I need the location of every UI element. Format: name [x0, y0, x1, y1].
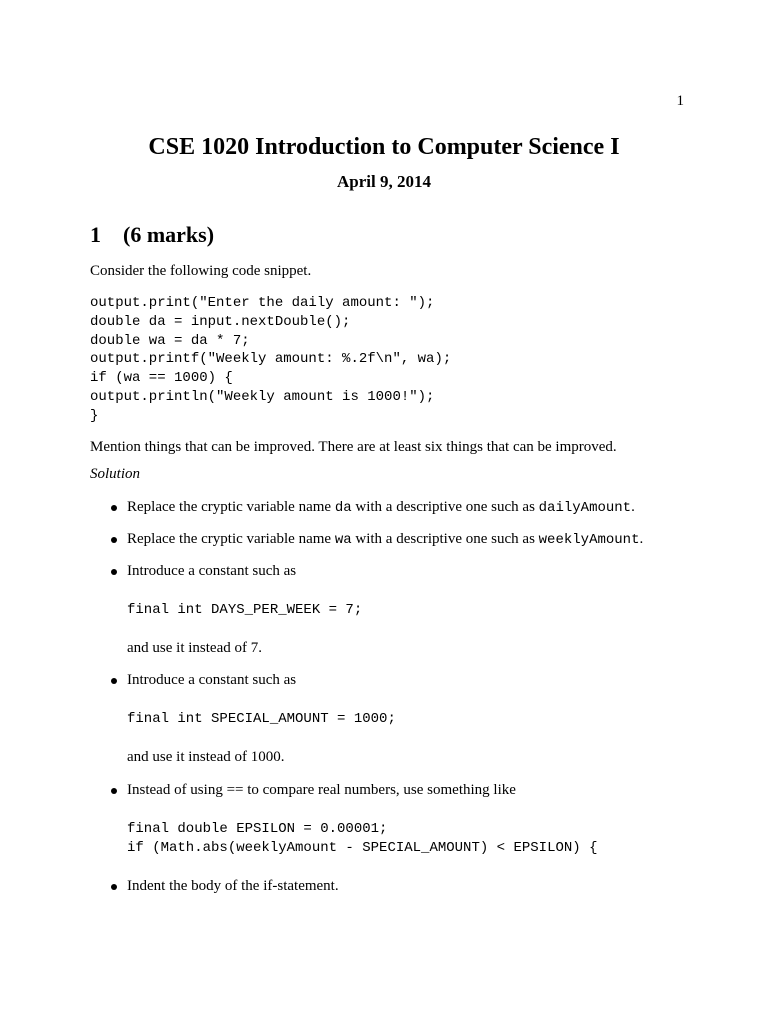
document-date: April 9, 2014: [337, 172, 431, 191]
bullet-icon: [111, 678, 117, 684]
bullet-icon: [111, 884, 117, 890]
text-segment: with a descriptive one such as: [351, 531, 539, 547]
text-segment: .: [631, 499, 635, 515]
text-segment: .: [639, 531, 644, 547]
list-item-text: Indent the body of the if-statement.: [127, 878, 339, 894]
inline-code: da: [334, 500, 352, 516]
bullet-icon: [111, 537, 117, 543]
list-item-text: Introduce a constant such as: [127, 672, 297, 688]
inline-code: weeklyAmount: [538, 532, 640, 548]
text-segment: Replace the cryptic variable name: [127, 499, 335, 515]
follow-text: and use it instead of 1000.: [127, 749, 285, 765]
solution-label: Solution: [90, 466, 141, 482]
code-block: final int DAYS_PER_WEEK = 7;: [127, 602, 363, 618]
question-paragraph: Mention things that can be improved. There are at least six things that can be improved.: [90, 439, 617, 455]
code-snippet: output.print("Enter the daily amount: "); double da = input.nextDouble(); double wa = da * 7; output.printf("Weekly amount: %.2f\n", wa); if (wa == 1000) { output.println("Weekly amount is 1000!"); }: [90, 295, 452, 424]
bullet-icon: [111, 505, 117, 511]
bullet-icon: [111, 788, 117, 794]
section-number: 1: [90, 222, 101, 247]
section-marks: (6 marks): [123, 222, 215, 247]
follow-text: and use it instead of 7.: [127, 640, 262, 656]
text-segment: with a descriptive one such as: [351, 499, 539, 515]
list-item-text: [127, 531, 643, 548]
page-number: 1: [676, 93, 684, 109]
code-block: final double EPSILON = 0.00001; if (Math.abs(weeklyAmount - SPECIAL_AMOUNT) < EPSILON) {: [127, 821, 598, 856]
list-item-text: Instead of using == to compare real numbers, use something like: [127, 782, 516, 798]
bullet-icon: [111, 569, 117, 575]
list-item-text: [127, 499, 635, 516]
section-heading: [90, 222, 214, 248]
inline-code: dailyAmount: [538, 500, 632, 516]
code-block: final int SPECIAL_AMOUNT = 1000;: [127, 711, 396, 727]
document-title: CSE 1020 Introduction to Computer Science I: [148, 134, 620, 160]
text-segment: Replace the cryptic variable name: [127, 531, 335, 547]
intro-paragraph: Consider the following code snippet.: [90, 263, 312, 279]
inline-code: wa: [334, 532, 352, 548]
list-item-text: Introduce a constant such as: [127, 563, 297, 579]
